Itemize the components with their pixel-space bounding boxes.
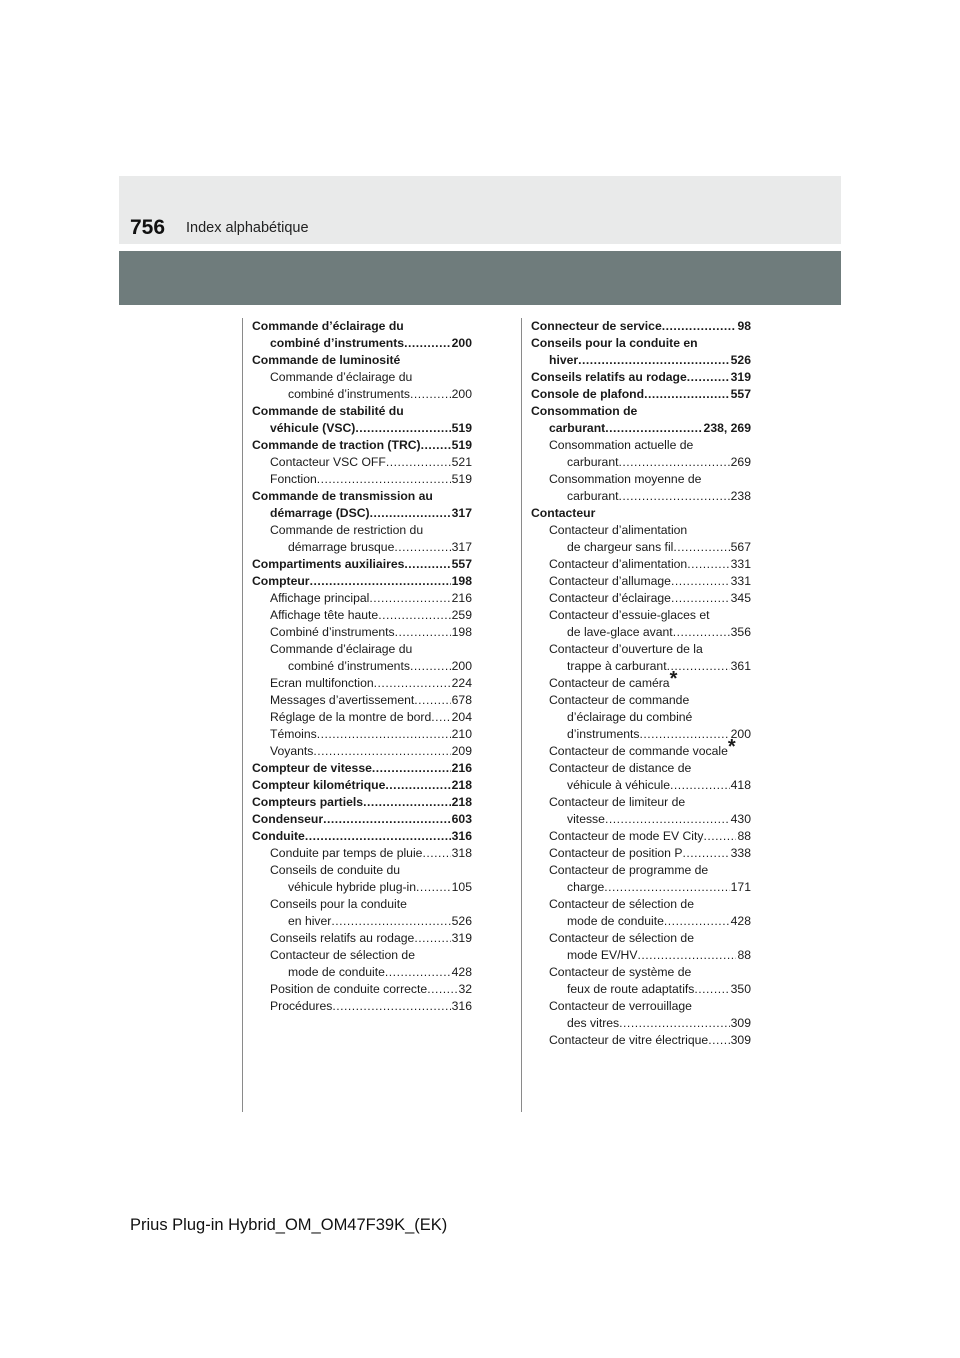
- index-column-left: [252, 318, 472, 1015]
- page-reference: 356: [730, 625, 751, 639]
- page-reference: 519: [451, 421, 472, 435]
- footnote-star: *: [727, 736, 736, 758]
- entry-term: Contacteur de sélection de: [549, 897, 694, 911]
- index-entry: [531, 573, 751, 590]
- index-entry: [531, 403, 751, 437]
- page-reference: 319: [451, 931, 472, 945]
- index-entry: [531, 318, 751, 335]
- leader-dots: [605, 420, 702, 437]
- page-number: 756: [130, 216, 166, 239]
- index-entry: [531, 369, 751, 386]
- entry-term: Commande de luminosité: [252, 353, 401, 367]
- entry-term: Combiné d’instruments: [270, 625, 395, 639]
- right-column-rule: [521, 318, 522, 1112]
- index-entry: [252, 743, 472, 760]
- page-reference: 309: [730, 1016, 751, 1030]
- index-entry: [252, 947, 472, 981]
- index-entry: [531, 668, 751, 692]
- entry-term: Voyants: [270, 744, 314, 758]
- entry-term: Contacteur de commande: [549, 693, 690, 707]
- entry-term: Contacteur de caméra: [549, 676, 670, 690]
- index-entry: [531, 641, 751, 675]
- index-entry: [252, 760, 472, 777]
- page-reference: 430: [730, 812, 751, 826]
- entry-term: Contacteur VSC OFF: [270, 455, 386, 469]
- index-entry: [531, 736, 751, 760]
- leader-dots: [431, 709, 450, 726]
- page-reference: 200: [451, 387, 472, 401]
- entry-term: Commande de restriction du: [270, 523, 424, 537]
- leader-dots: [670, 777, 730, 794]
- index-entry: [531, 1032, 751, 1049]
- entry-term: Position de conduite correcte: [270, 982, 428, 996]
- leader-dots: [671, 573, 730, 590]
- entry-term: Commande d’éclairage du: [252, 319, 404, 333]
- entry-term: mode EV/HV: [567, 948, 638, 962]
- entry-term: Compteur kilométrique: [252, 778, 386, 792]
- page-reference: 526: [730, 353, 751, 367]
- leader-dots: [372, 760, 451, 777]
- leader-dots: [687, 369, 730, 386]
- page-reference: 224: [451, 676, 472, 690]
- leader-dots: [664, 913, 730, 930]
- index-entry: [252, 403, 472, 437]
- page-reference: 418: [730, 778, 751, 792]
- index-entry: [252, 352, 472, 369]
- entry-term: combiné d’instruments: [288, 387, 410, 401]
- section-title: Index alphabétique: [186, 220, 309, 236]
- document-footer: Prius Plug-in Hybrid_OM_OM47F39K_(EK): [130, 1216, 448, 1234]
- page-reference: 88: [737, 948, 751, 962]
- index-entry: [531, 522, 751, 556]
- page-reference: 218: [451, 795, 472, 809]
- page-reference: 200: [451, 336, 472, 350]
- page-reference: 98: [737, 319, 751, 333]
- entry-term: charge: [567, 880, 605, 894]
- leader-dots: [703, 828, 736, 845]
- entry-term: Contacteur de commande vocale: [549, 744, 728, 758]
- entry-term: démarrage brusque: [288, 540, 395, 554]
- leader-dots: [331, 913, 450, 930]
- leader-dots: [404, 556, 450, 573]
- entry-term: Condenseur: [252, 812, 324, 826]
- leader-dots: [421, 437, 451, 454]
- index-entry: [252, 845, 472, 862]
- index-entry: [252, 556, 472, 573]
- page-reference: 678: [451, 693, 472, 707]
- leader-dots: [414, 930, 450, 947]
- index-entry: [531, 692, 751, 743]
- index-entry: [252, 522, 472, 556]
- leader-dots: [410, 658, 451, 675]
- leader-dots: [578, 352, 730, 369]
- leader-dots: [682, 845, 729, 862]
- index-entry: [252, 794, 472, 811]
- page-reference: 557: [730, 387, 751, 401]
- entry-term: Consommation de: [531, 404, 638, 418]
- page-reference: 105: [451, 880, 472, 894]
- leader-dots: [313, 743, 450, 760]
- index-entry: [252, 726, 472, 743]
- page-reference: 200: [730, 727, 751, 741]
- index-entry: [531, 998, 751, 1032]
- index-entry: [252, 437, 472, 454]
- entry-term: Commande de stabilité du: [252, 404, 404, 418]
- leader-dots: [662, 318, 737, 335]
- entry-term: Contacteur de programme de: [549, 863, 709, 877]
- entry-term: Compteurs partiels: [252, 795, 364, 809]
- leader-dots: [673, 539, 729, 556]
- leader-dots: [416, 879, 451, 896]
- page-reference: 567: [730, 540, 751, 554]
- entry-term: Contacteur d’éclairage: [549, 591, 671, 605]
- index-entry: [252, 811, 472, 828]
- page-reference: 338: [730, 846, 751, 860]
- leader-dots: [305, 828, 451, 845]
- page-reference: 238, 269: [703, 421, 751, 435]
- entry-term: Contacteur: [531, 506, 596, 520]
- page-reference: 317: [451, 506, 472, 520]
- entry-term: carburant: [567, 489, 619, 503]
- page-reference: 350: [730, 982, 751, 996]
- leader-dots: [310, 573, 451, 590]
- entry-term: mode de conduite: [288, 965, 385, 979]
- entry-term: Consommation moyenne de: [549, 472, 702, 486]
- leader-dots: [671, 590, 730, 607]
- page-reference: 519: [451, 472, 472, 486]
- entry-term: carburant: [567, 455, 619, 469]
- index-entry: [531, 386, 751, 403]
- entry-term: Témoins: [270, 727, 317, 741]
- index-entry: [252, 981, 472, 998]
- entry-term: Contacteur de vitre électrique: [549, 1033, 709, 1047]
- page-reference: 269: [730, 455, 751, 469]
- page-reference: 428: [451, 965, 472, 979]
- entry-term: Contacteur de sélection de: [549, 931, 694, 945]
- page-reference: 309: [730, 1033, 751, 1047]
- index-entry: [531, 556, 751, 573]
- index-entry: [531, 896, 751, 930]
- index-entry: [531, 471, 751, 505]
- entry-term: feux de route adaptatifs: [567, 982, 695, 996]
- entry-term: Commande de transmission au: [252, 489, 433, 503]
- index-entry: [531, 862, 751, 896]
- entry-term: en hiver: [288, 914, 332, 928]
- entry-term: Contacteur d’allumage: [549, 574, 671, 588]
- entry-term: Contacteur de limiteur de: [549, 795, 686, 809]
- leader-dots: [332, 998, 450, 1015]
- page-reference: 200: [451, 659, 472, 673]
- entry-term: combiné d’instruments: [288, 659, 410, 673]
- entry-term: Messages d’avertissement: [270, 693, 415, 707]
- entry-term: Conduite: [252, 829, 305, 843]
- page-reference: 259: [451, 608, 472, 622]
- leader-dots: [427, 981, 457, 998]
- index-entry: [252, 777, 472, 794]
- index-column-right: [531, 318, 751, 1049]
- index-entry: [531, 607, 751, 641]
- index-entry: [252, 369, 472, 403]
- leader-dots: [386, 454, 451, 471]
- leader-dots: [605, 811, 730, 828]
- page-reference: 318: [451, 846, 472, 860]
- leader-dots: [673, 624, 730, 641]
- index-entry: [252, 675, 472, 692]
- index-entry: [531, 845, 751, 862]
- index-entry: [531, 437, 751, 471]
- entry-term: Affichage tête haute: [270, 608, 379, 622]
- entry-term: Contacteur d’essuie-glaces et: [549, 608, 710, 622]
- page-reference: 521: [451, 455, 472, 469]
- entry-term: Contacteur de distance de: [549, 761, 692, 775]
- leader-dots: [374, 675, 451, 692]
- index-entry: [252, 471, 472, 488]
- page-reference: 216: [451, 761, 472, 775]
- entry-term: Conseils relatifs au rodage: [531, 370, 687, 384]
- index-entry: [531, 505, 751, 522]
- entry-term: Procédures: [270, 999, 333, 1013]
- index-entry: [252, 454, 472, 471]
- leader-dots: [644, 386, 730, 403]
- leader-dots: [637, 947, 736, 964]
- page-reference: 198: [451, 574, 472, 588]
- entry-term: Ecran multifonction: [270, 676, 374, 690]
- entry-term: Contacteur d’ouverture de la: [549, 642, 703, 656]
- index-entry: [252, 709, 472, 726]
- entry-term: de chargeur sans fil: [567, 540, 674, 554]
- entry-term: Contacteur de verrouillage: [549, 999, 692, 1013]
- entry-term: Consommation actuelle de: [549, 438, 694, 452]
- index-entry: [531, 964, 751, 998]
- leader-dots: [385, 964, 451, 981]
- entry-term: d’éclairage du combiné: [567, 710, 693, 724]
- leader-dots: [385, 777, 450, 794]
- index-entry: [252, 930, 472, 947]
- page-reference: 331: [730, 574, 751, 588]
- entry-term: démarrage (DSC): [270, 506, 370, 520]
- entry-term: Conduite par temps de pluie: [270, 846, 423, 860]
- leader-dots: [363, 794, 451, 811]
- page-reference: 210: [451, 727, 472, 741]
- index-entry: [252, 590, 472, 607]
- entry-term: Conseils pour la conduite: [270, 897, 407, 911]
- index-entry: [531, 335, 751, 369]
- page-reference: 361: [730, 659, 751, 673]
- page-reference: 317: [451, 540, 472, 554]
- page-reference: 331: [730, 557, 751, 571]
- leader-dots: [639, 726, 729, 743]
- entry-term: Commande de traction (TRC): [252, 438, 421, 452]
- entry-term: des vitres: [567, 1016, 620, 1030]
- entry-term: Affichage principal: [270, 591, 370, 605]
- entry-term: combiné d’instruments: [270, 336, 405, 350]
- entry-term: carburant: [549, 421, 606, 435]
- index-entry: [531, 794, 751, 828]
- page-reference: 204: [451, 710, 472, 724]
- leader-dots: [410, 386, 451, 403]
- entry-term: hiver: [549, 353, 579, 367]
- leader-dots: [619, 454, 730, 471]
- index-entry: [252, 607, 472, 624]
- page-reference: 319: [730, 370, 751, 384]
- leader-dots: [370, 505, 451, 522]
- page-reference: 428: [730, 914, 751, 928]
- index-entry: [252, 862, 472, 896]
- index-entry: [252, 641, 472, 675]
- entry-term: Contacteur d’alimentation: [549, 557, 688, 571]
- page-reference: 316: [451, 999, 472, 1013]
- entry-term: trappe à carburant: [567, 659, 667, 673]
- entry-term: Compteur de vitesse: [252, 761, 372, 775]
- page-reference: 209: [451, 744, 472, 758]
- page-reference: 218: [451, 778, 472, 792]
- entry-term: de lave-glace avant: [567, 625, 673, 639]
- leader-dots: [323, 811, 451, 828]
- entry-term: Contacteur de système de: [549, 965, 692, 979]
- page-reference: 526: [451, 914, 472, 928]
- entry-term: vitesse: [567, 812, 605, 826]
- index-entry: [252, 488, 472, 522]
- entry-term: mode de conduite: [567, 914, 664, 928]
- leader-dots: [694, 981, 729, 998]
- page-reference: 316: [451, 829, 472, 843]
- entry-term: d’instruments: [567, 727, 640, 741]
- index-entry: [531, 930, 751, 964]
- leader-dots: [378, 607, 450, 624]
- page-reference: 198: [451, 625, 472, 639]
- leader-dots: [604, 879, 729, 896]
- index-entry: [531, 760, 751, 794]
- index-entry: [531, 590, 751, 607]
- leader-dots: [619, 488, 730, 505]
- page-reference: 519: [451, 438, 472, 452]
- page-reference: 171: [730, 880, 751, 894]
- footnote-star: *: [669, 668, 678, 690]
- entry-term: Commande d’éclairage du: [270, 642, 413, 656]
- entry-term: Conseils pour la conduite en: [531, 336, 698, 350]
- entry-term: Connecteur de service: [531, 319, 662, 333]
- entry-term: Conseils de conduite du: [270, 863, 401, 877]
- header-bar: [119, 251, 841, 305]
- entry-term: Réglage de la montre de bord: [270, 710, 432, 724]
- leader-dots: [708, 1032, 729, 1049]
- entry-term: Console de plafond: [531, 387, 645, 401]
- leader-dots: [369, 590, 450, 607]
- leader-dots: [395, 624, 451, 641]
- page-reference: 238: [730, 489, 751, 503]
- index-entry: [252, 318, 472, 352]
- entry-term: Fonction: [270, 472, 317, 486]
- entry-term: Compartiments auxiliaires: [252, 557, 405, 571]
- page-reference: 216: [451, 591, 472, 605]
- entry-term: Conseils relatifs au rodage: [270, 931, 415, 945]
- page-reference: 32: [458, 982, 472, 996]
- index-entry: [252, 624, 472, 641]
- leader-dots: [355, 420, 450, 437]
- index-entry: [252, 828, 472, 845]
- page-reference: 603: [451, 812, 472, 826]
- leader-dots: [317, 726, 451, 743]
- entry-term: Contacteur de position P: [549, 846, 683, 860]
- page-reference: 345: [730, 591, 751, 605]
- entry-term: véhicule hybride plug-in: [288, 880, 417, 894]
- index-entry: [252, 692, 472, 709]
- leader-dots: [394, 539, 450, 556]
- index-entry: [531, 828, 751, 845]
- leader-dots: [422, 845, 450, 862]
- entry-term: Compteur: [252, 574, 310, 588]
- entry-term: Contacteur de sélection de: [270, 948, 415, 962]
- entry-term: Commande d’éclairage du: [270, 370, 413, 384]
- leader-dots: [619, 1015, 730, 1032]
- page-reference: 88: [737, 829, 751, 843]
- page-reference: 557: [451, 557, 472, 571]
- index-entry: [252, 896, 472, 930]
- left-column-rule: [242, 318, 243, 1112]
- leader-dots: [414, 692, 450, 709]
- leader-dots: [317, 471, 451, 488]
- index-entry: [252, 998, 472, 1015]
- entry-term: véhicule à véhicule: [567, 778, 670, 792]
- index-entry: [252, 573, 472, 590]
- entry-term: véhicule (VSC): [270, 421, 356, 435]
- entry-term: Contacteur d’alimentation: [549, 523, 688, 537]
- leader-dots: [404, 335, 451, 352]
- leader-dots: [687, 556, 729, 573]
- entry-term: Contacteur de mode EV City: [549, 829, 704, 843]
